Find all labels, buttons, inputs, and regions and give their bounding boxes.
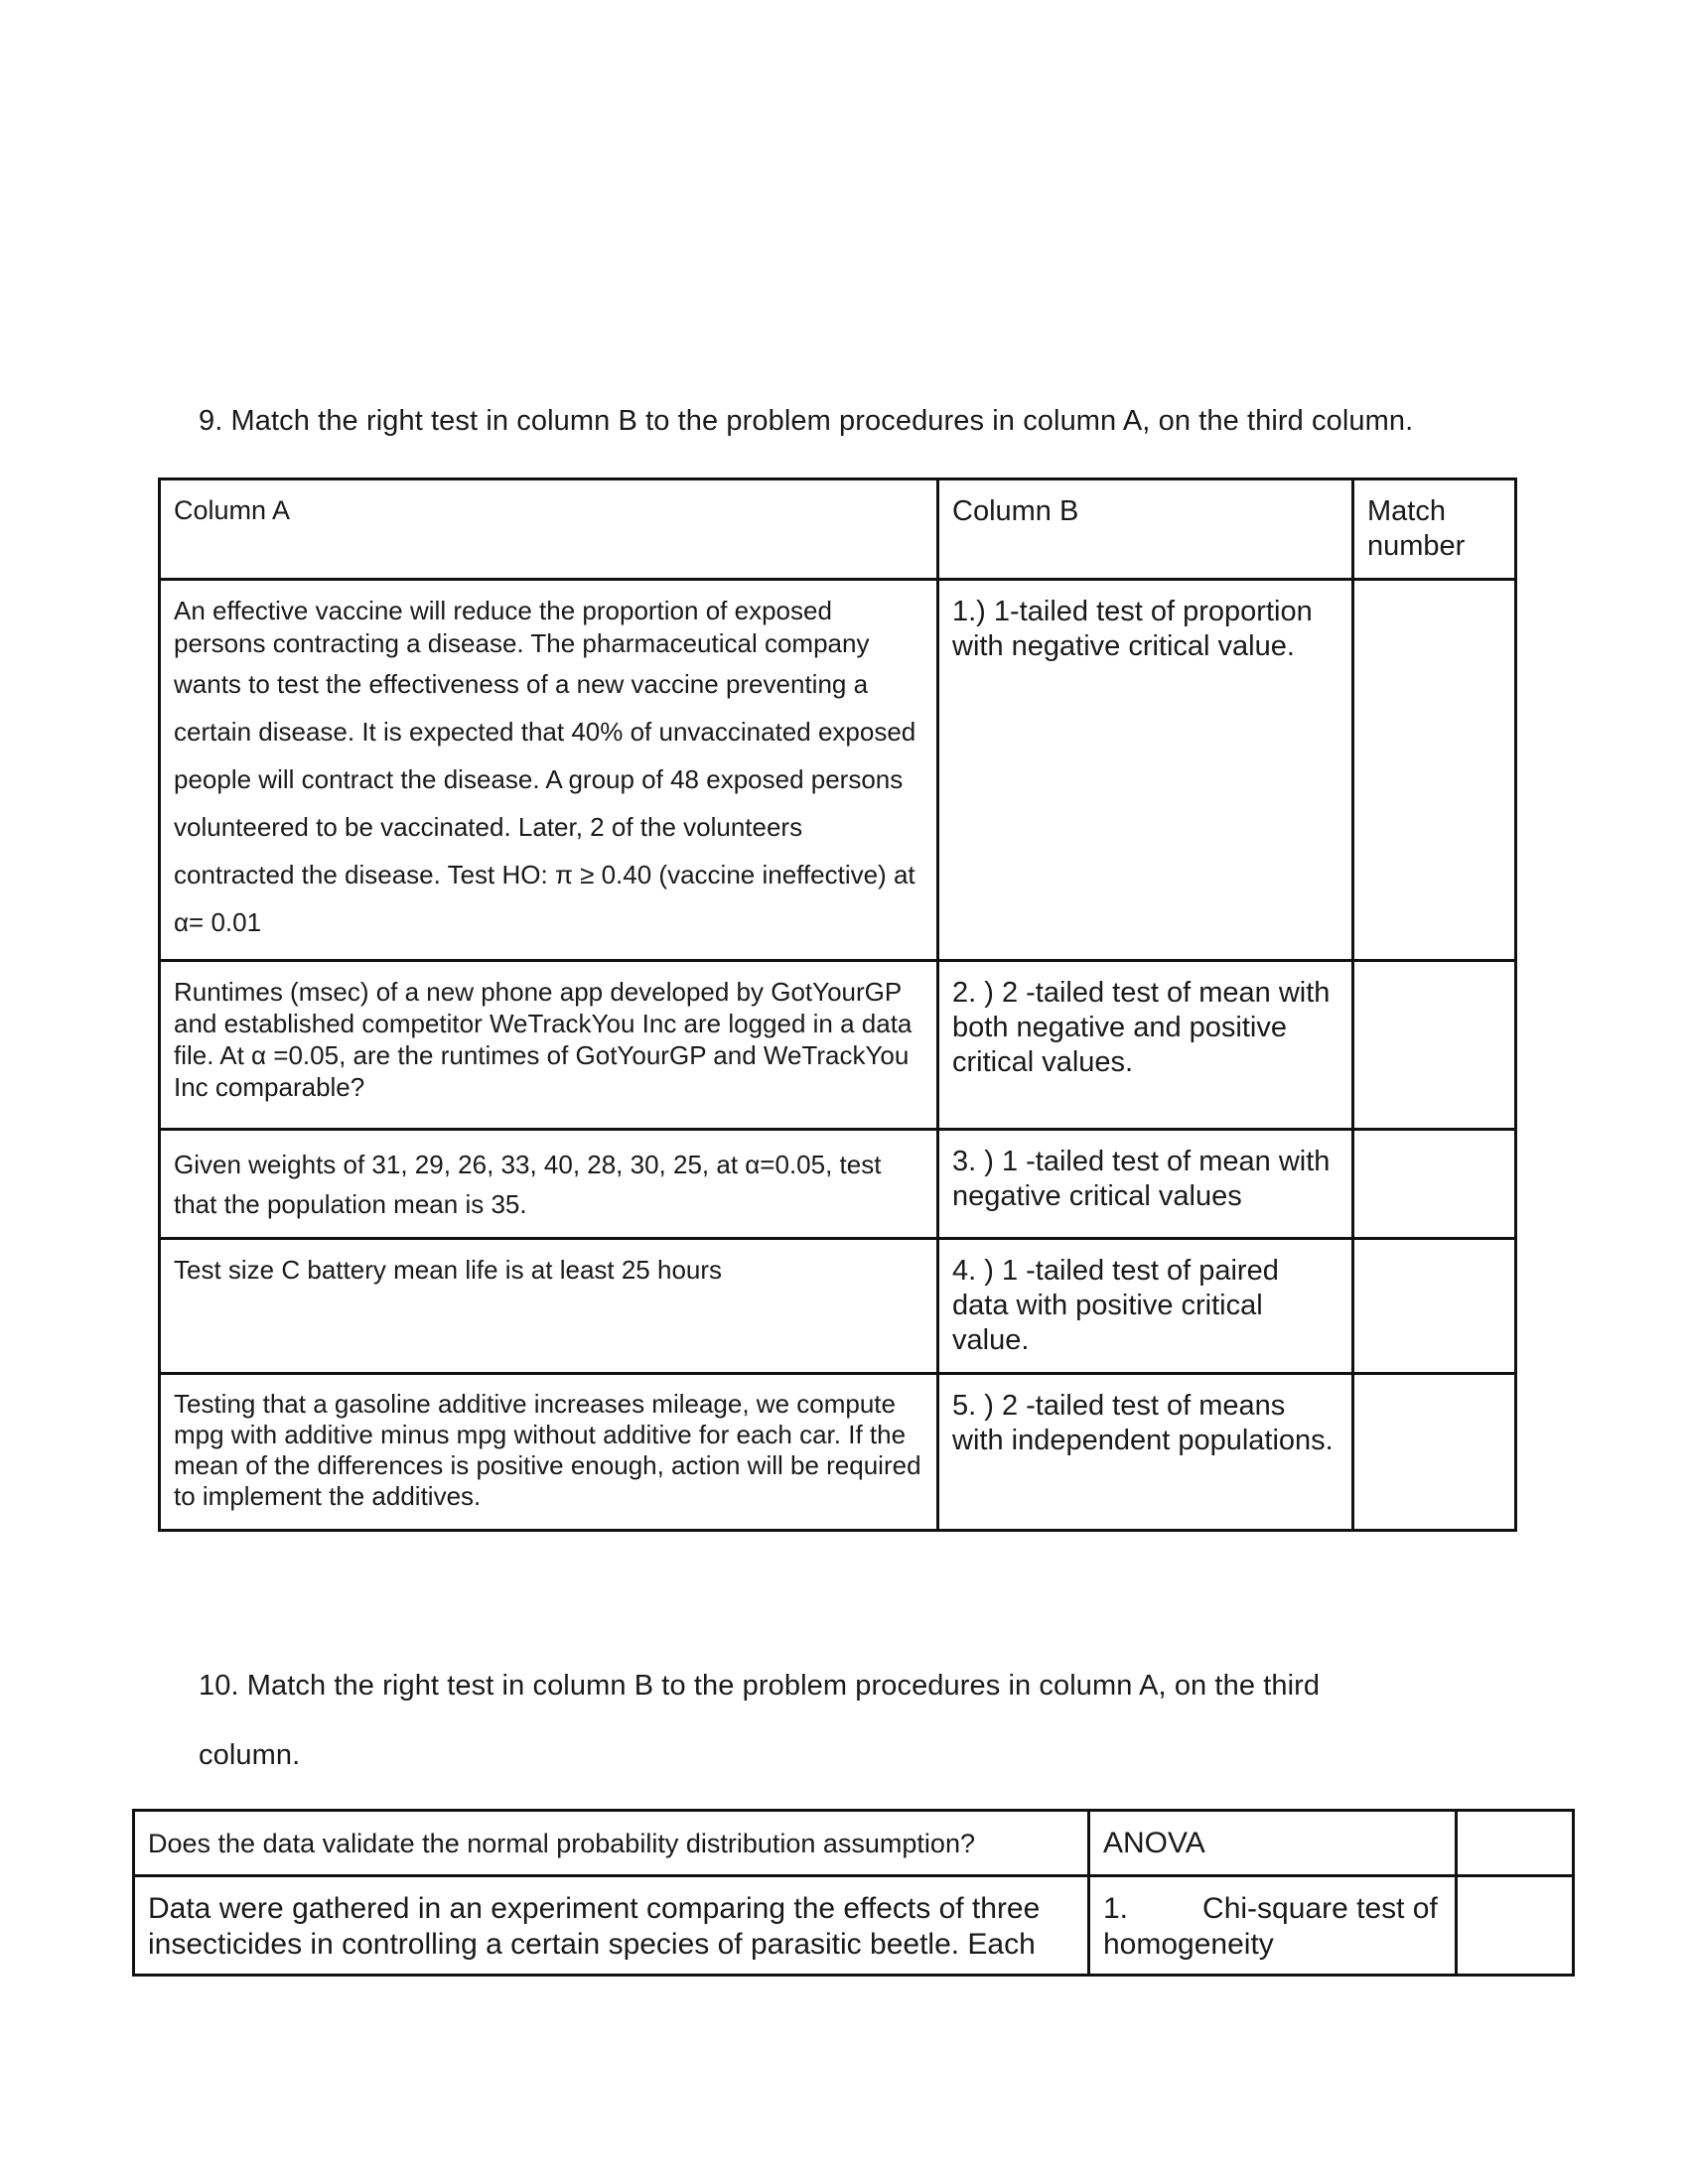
match-number-cell[interactable]: [1353, 1374, 1516, 1531]
question-10-heading-continued: column.: [199, 1739, 301, 1771]
column-b-cell: 3. ) 1 -tailed test of mean with negative critical values: [938, 1130, 1353, 1239]
question-9-table: [158, 478, 1517, 1532]
column-a-cell: [160, 580, 938, 961]
match-number-header: Match number: [1353, 479, 1516, 580]
column-a-cell: Does the data validate the normal probability distribution assumption?: [134, 1811, 1089, 1876]
match-number-cell[interactable]: [1457, 1811, 1574, 1876]
question-10-table: [132, 1809, 1575, 1977]
table-row: [160, 1374, 1516, 1531]
column-a-text-rest: wants to test the effectiveness of a new vaccine preventing a certain disease. It is expected that 40% of unvaccinated exposed people will contract the disease. A group of 48 exposed persons volunteered to be vaccinated. Later, 2 of the volunteers contracted the disease. Test HO: π ≥ 0.40 (vaccine ineffective) at α= 0.01: [174, 669, 916, 937]
table-row: [160, 961, 1516, 1130]
column-b-cell: 4. ) 1 -tailed test of paired data with positive critical value.: [938, 1239, 1353, 1374]
table-row: [134, 1876, 1574, 1976]
column-a-header: Column A: [160, 479, 938, 580]
column-a-cell: Testing that a gasoline additive increases mileage, we compute mpg with additive minus mpg without additive for each car. If the mean of the differences is positive enough, action will be required to implement the additives.: [160, 1374, 938, 1531]
match-number-cell[interactable]: [1353, 961, 1516, 1130]
table-row: [160, 580, 1516, 961]
column-b-cell: 1.) 1-tailed test of proportion with negative critical value.: [938, 580, 1353, 961]
question-9-heading: 9. Match the right test in column B to the problem procedures in column A, on the third column.: [199, 405, 1414, 437]
table-row: [160, 1130, 1516, 1239]
match-number-cell[interactable]: [1353, 1130, 1516, 1239]
column-a-cell: Given weights of 31, 29, 26, 33, 40, 28, 30, 25, at α=0.05, test that the population mean is 35.: [160, 1130, 938, 1239]
column-b-cell: 5. ) 2 -tailed test of means with independent populations.: [938, 1374, 1353, 1531]
column-b-cell: ANOVA: [1089, 1811, 1457, 1876]
column-a-cell: Data were gathered in an experiment comparing the effects of three insecticides in controlling a certain species of parasitic beetle. Each: [134, 1876, 1089, 1976]
table-header-row: [160, 479, 1516, 580]
match-number-cell[interactable]: [1353, 580, 1516, 961]
table-row: [134, 1811, 1574, 1876]
match-number-cell[interactable]: [1353, 1239, 1516, 1374]
column-a-cell: Test size C battery mean life is at least 25 hours: [160, 1239, 938, 1374]
column-a-cell: Runtimes (msec) of a new phone app developed by GotYourGP and established competitor WeTrackYou Inc are logged in a data file. At α =0.05, are the runtimes of GotYourGP and WeTrackYou Inc comparable?: [160, 961, 938, 1130]
column-b-header: Column B: [938, 479, 1353, 580]
match-number-cell[interactable]: [1457, 1876, 1574, 1976]
column-b-cell: 2. ) 2 -tailed test of mean with both negative and positive critical values.: [938, 961, 1353, 1130]
table-row: [160, 1239, 1516, 1374]
question-10-heading: 10. Match the right test in column B to the problem procedures in column A, on the third: [199, 1670, 1321, 1702]
column-b-cell: 1. Chi-square test of homogeneity: [1089, 1876, 1457, 1976]
column-a-text-intro: An effective vaccine will reduce the proportion of exposed persons contracting a disease. The pharmaceutical company: [174, 596, 870, 658]
